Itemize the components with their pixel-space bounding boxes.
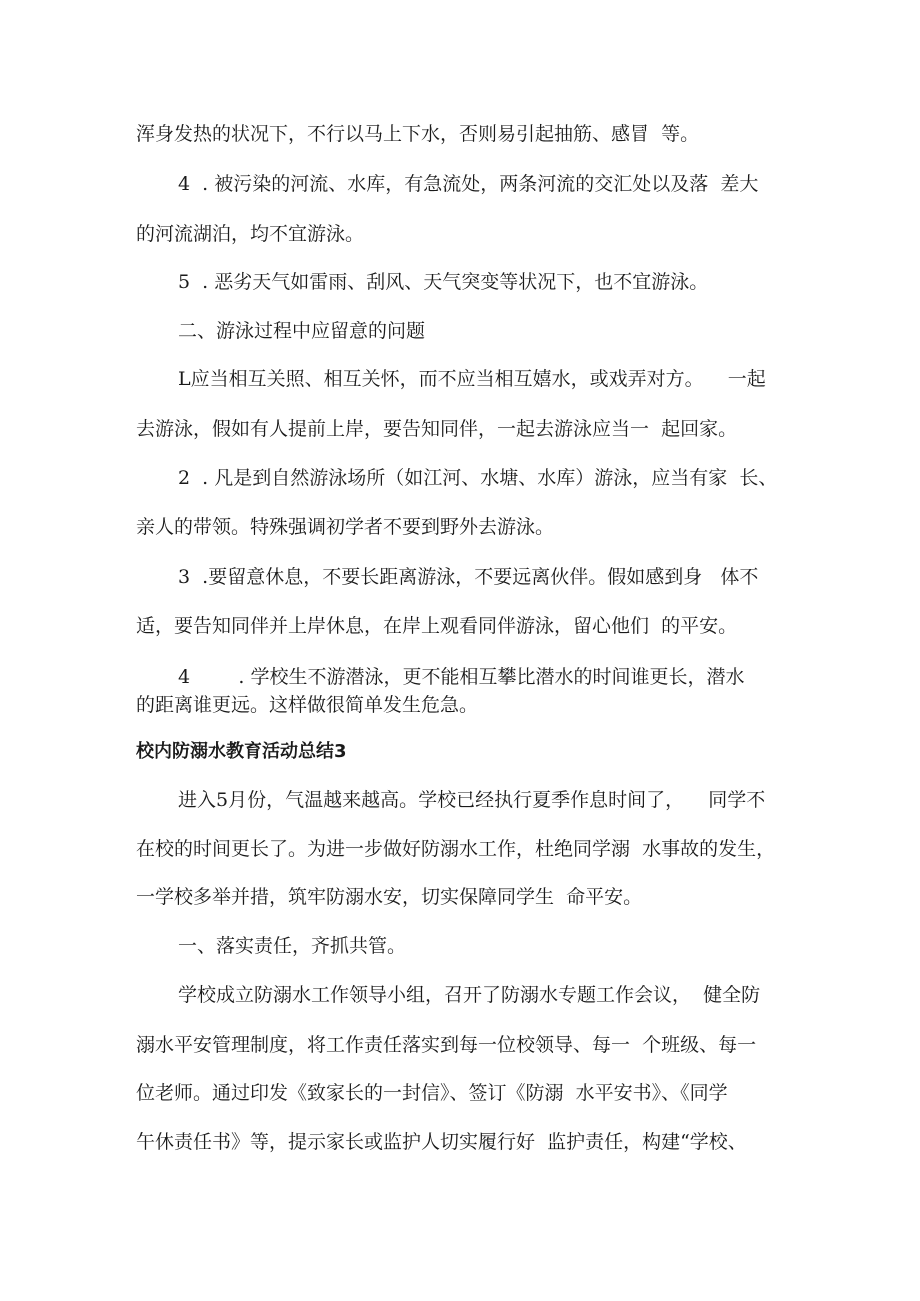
text-line: 适，要告知同伴并上岸休息，在岸上观看同伴游泳，留心他们 的平安。 xyxy=(136,615,738,637)
text-line: 去游泳，假如有人提前上岸，要告知同伴，一起去游泳应当一 起回家。 xyxy=(136,418,738,440)
text-line: 3 .要留意休息，不要长距离游泳，不要远离伙伴。假如感到身 体不 xyxy=(178,566,759,588)
section-subheading: 二、游泳过程中应留意的问题 xyxy=(178,320,426,342)
text-line: 的距离谁更远。这样做很简单发生危急。 xyxy=(136,694,479,716)
text-line: 5 . 恶劣天气如雷雨、刮风、天气突变等状况下，也不宜游泳。 xyxy=(178,271,709,293)
text-line: 溺水平安管理制度，将工作责任落实到每一位校领导、每一 个班级、每一 xyxy=(136,1034,757,1056)
text-line: 2 . 凡是到自然游泳场所（如江河、水塘、水库）游泳，应当有家 长、 xyxy=(178,467,778,489)
text-line: 浑身发热的状况下，不行以马上下水，否则易引起抽筋、感冒 等。 xyxy=(136,123,700,145)
section-subheading: 一、落实责任，齐抓共管。 xyxy=(178,935,407,957)
text-line: 午休责任书》等，提示家长或监护人切实履行好 监护责任，构建“学校、 xyxy=(136,1131,747,1153)
text-line: 在校的时间更长了。为进一步做好防溺水工作，杜绝同学溺 水事故的发生， xyxy=(136,838,776,860)
text-line: 4 . 学校生不游潜泳，更不能相互攀比潜水的时间谁更长，潜水 xyxy=(178,666,745,688)
text-line: 的河流湖泊，均不宜游泳。 xyxy=(136,223,365,245)
text-line: 进入5月份，气温越来越高。学校已经执行夏季作息时间了， 同学不 xyxy=(178,789,766,811)
section-heading: 校内防溺水教育活动总结3 xyxy=(136,741,347,762)
text-line: 亲人的带领。特殊强调初学者不要到野外去游泳。 xyxy=(136,516,555,538)
text-line: 一学校多举并措，筑牢防溺水安，切实保障同学生 命平安。 xyxy=(136,886,643,908)
text-line: 4 . 被污染的河流、水库，有急流处，两条河流的交汇处以及落 差大 xyxy=(178,173,759,195)
text-line: 学校成立防溺水工作领导小组，召开了防溺水专题工作会议， 健全防 xyxy=(178,984,761,1006)
text-line: L应当相互关照、相互关怀，而不应当相互嬉水，或戏弄对方。 一起 xyxy=(178,368,766,390)
text-line: 位老师。通过印发《致家长的一封信》、签订《防溺 水平安书》、《同学 xyxy=(136,1082,728,1104)
